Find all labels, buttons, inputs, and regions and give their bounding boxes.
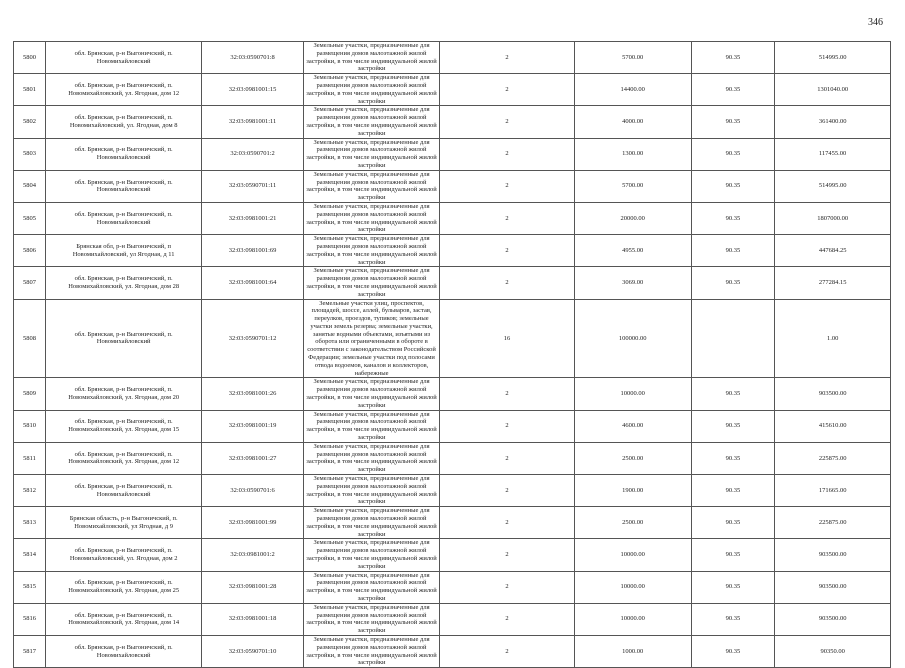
area-cell: 100000.00 — [574, 299, 691, 378]
cadastral-value-cell: 514995.00 — [775, 170, 891, 202]
use-group-cell: 2 — [440, 235, 574, 267]
area-cell: 10000.00 — [574, 603, 691, 635]
row-number-cell: 5814 — [14, 539, 46, 571]
cadastral-number-cell: 32:03:0981001:15 — [202, 74, 303, 106]
area-cell: 1300.00 — [574, 138, 691, 170]
land-use-cell: Земельные участки, предназначенные для размещения домов малоэтажной жилой застройки, в том числе индивидуальной жилой застройки — [303, 410, 440, 442]
table-row — [14, 603, 891, 635]
specific-value-cell: 90.35 — [691, 603, 775, 635]
row-number-cell: 5801 — [14, 74, 46, 106]
row-number-cell: 5802 — [14, 106, 46, 138]
specific-value-cell: 90.35 — [691, 202, 775, 234]
cadastral-number-cell: 32:03:0590701:11 — [202, 170, 303, 202]
address-cell: обл. Брянская, р-н Выгоничский, п. Новомихайловский — [45, 42, 201, 74]
land-use-cell: Земельные участки, предназначенные для размещения домов малоэтажной жилой застройки, в том числе индивидуальной жилой застройки — [303, 571, 440, 603]
land-use-cell: Земельные участки, предназначенные для размещения домов малоэтажной жилой застройки, в том числе индивидуальной жилой застройки — [303, 442, 440, 474]
cadastral-value-cell: 514995.00 — [775, 42, 891, 74]
cadastral-value-cell: 1.00 — [775, 299, 891, 378]
cadastral-number-cell: 32:03:0981001:19 — [202, 410, 303, 442]
cadastral-value-cell: 903500.00 — [775, 571, 891, 603]
cadastral-number-cell: 32:03:0981001:99 — [202, 507, 303, 539]
table-row — [14, 635, 891, 667]
cadastral-number-cell: 32:03:0590701:2 — [202, 138, 303, 170]
row-number-cell: 5810 — [14, 410, 46, 442]
use-group-cell: 2 — [440, 475, 574, 507]
table-row — [14, 235, 891, 267]
row-number-cell: 5813 — [14, 507, 46, 539]
address-cell: обл. Брянская, р-н Выгоничский, п. Новомихайловский, ул. Ягодная, дом 8 — [45, 106, 201, 138]
specific-value-cell — [691, 299, 775, 378]
cadastral-number-cell: 32:03:0590701:10 — [202, 635, 303, 667]
specific-value-cell: 90.35 — [691, 267, 775, 299]
cadastral-value-cell: 117455.00 — [775, 138, 891, 170]
cadastral-value-cell: 277284.15 — [775, 267, 891, 299]
row-number-cell: 5809 — [14, 378, 46, 410]
use-group-cell: 16 — [440, 299, 574, 378]
cadastral-value-cell: 1301040.00 — [775, 74, 891, 106]
row-number-cell: 5804 — [14, 170, 46, 202]
specific-value-cell: 90.35 — [691, 74, 775, 106]
use-group-cell: 2 — [440, 571, 574, 603]
use-group-cell: 2 — [440, 635, 574, 667]
cadastral-value-cell: 225875.00 — [775, 442, 891, 474]
cadastral-number-cell: 32:03:0981001:26 — [202, 378, 303, 410]
table-row — [14, 475, 891, 507]
area-cell: 20000.00 — [574, 202, 691, 234]
land-use-cell: Земельные участки, предназначенные для размещения домов малоэтажной жилой застройки, в том числе индивидуальной жилой застройки — [303, 138, 440, 170]
cadastral-number-cell: 32:03:0981001:11 — [202, 106, 303, 138]
table-row — [14, 267, 891, 299]
address-cell: обл. Брянская, р-н Выгоничский, п. Новомихайловский — [45, 635, 201, 667]
specific-value-cell: 90.35 — [691, 410, 775, 442]
page-number: 346 — [868, 17, 883, 28]
address-cell: обл. Брянская, р-н Выгоничский, п. Новомихайловский — [45, 475, 201, 507]
specific-value-cell: 90.35 — [691, 106, 775, 138]
specific-value-cell: 90.35 — [691, 635, 775, 667]
use-group-cell: 2 — [440, 106, 574, 138]
table-row — [14, 138, 891, 170]
land-use-cell: Земельные участки, предназначенные для размещения домов малоэтажной жилой застройки, в том числе индивидуальной жилой застройки — [303, 202, 440, 234]
land-use-cell: Земельные участки, предназначенные для размещения домов малоэтажной жилой застройки, в том числе индивидуальной жилой застройки — [303, 507, 440, 539]
address-cell: Брянская обл, р-н Выгоничский, п Новомихайловский, ул Ягодная, д 11 — [45, 235, 201, 267]
table-row — [14, 202, 891, 234]
area-cell: 1900.00 — [574, 475, 691, 507]
specific-value-cell: 90.35 — [691, 378, 775, 410]
area-cell: 3069.00 — [574, 267, 691, 299]
cadastral-number-cell: 32:03:0981001:28 — [202, 571, 303, 603]
row-number-cell: 5817 — [14, 635, 46, 667]
use-group-cell: 2 — [440, 603, 574, 635]
use-group-cell: 2 — [440, 410, 574, 442]
cadastral-number-cell: 32:03:0981001:21 — [202, 202, 303, 234]
area-cell: 2500.00 — [574, 507, 691, 539]
address-cell: обл. Брянская, р-н Выгоничский, п. Новомихайловский, ул. Ягодная, дом 15 — [45, 410, 201, 442]
address-cell: обл. Брянская, р-н Выгоничский, п. Новомихайловский — [45, 299, 201, 378]
table-row — [14, 74, 891, 106]
cadastral-value-cell: 1807000.00 — [775, 202, 891, 234]
land-use-cell: Земельные участки, предназначенные для размещения домов малоэтажной жилой застройки, в том числе индивидуальной жилой застройки — [303, 539, 440, 571]
area-cell: 10000.00 — [574, 571, 691, 603]
table-row — [14, 539, 891, 571]
cadastral-value-cell: 903500.00 — [775, 378, 891, 410]
cadastral-value-cell: 225875.00 — [775, 507, 891, 539]
address-cell: обл. Брянская, р-н Выгоничский, п. Новомихайловский — [45, 202, 201, 234]
cadastral-value-cell: 90350.00 — [775, 635, 891, 667]
address-cell: обл. Брянская, р-н Выгоничский, п. Новомихайловский, ул. Ягодная, дом 28 — [45, 267, 201, 299]
use-group-cell: 2 — [440, 507, 574, 539]
row-number-cell: 5800 — [14, 42, 46, 74]
use-group-cell: 2 — [440, 138, 574, 170]
row-number-cell: 5808 — [14, 299, 46, 378]
use-group-cell: 2 — [440, 42, 574, 74]
table-row — [14, 170, 891, 202]
specific-value-cell: 90.35 — [691, 539, 775, 571]
specific-value-cell: 90.35 — [691, 475, 775, 507]
area-cell: 5700.00 — [574, 170, 691, 202]
row-number-cell: 5803 — [14, 138, 46, 170]
area-cell: 14400.00 — [574, 74, 691, 106]
specific-value-cell: 90.35 — [691, 170, 775, 202]
table-row — [14, 106, 891, 138]
table-row — [14, 507, 891, 539]
address-cell: обл. Брянская, р-н Выгоничский, п. Новомихайловский — [45, 138, 201, 170]
cadastral-value-cell: 903500.00 — [775, 539, 891, 571]
table-row — [14, 571, 891, 603]
specific-value-cell: 90.35 — [691, 42, 775, 74]
area-cell: 4600.00 — [574, 410, 691, 442]
use-group-cell: 2 — [440, 170, 574, 202]
land-use-cell: Земельные участки, предназначенные для размещения домов малоэтажной жилой застройки, в том числе индивидуальной жилой застройки — [303, 635, 440, 667]
cadastral-value-cell: 361400.00 — [775, 106, 891, 138]
address-cell: обл. Брянская, р-н Выгоничский, п. Новомихайловский, ул. Ягодная, дом 25 — [45, 571, 201, 603]
table-row — [14, 299, 891, 378]
use-group-cell: 2 — [440, 378, 574, 410]
use-group-cell: 2 — [440, 202, 574, 234]
land-use-cell: Земельные участки, предназначенные для размещения домов малоэтажной жилой застройки, в том числе индивидуальной жилой застройки — [303, 475, 440, 507]
cadastral-number-cell: 32:03:0981001:27 — [202, 442, 303, 474]
area-cell: 4955.00 — [574, 235, 691, 267]
address-cell: обл. Брянская, р-н Выгоничский, п. Новомихайловский, ул. Ягодная, дом 14 — [45, 603, 201, 635]
address-cell: Брянская область, р-н Выгоничский, п. Новомихайловский, ул Ягодная, д 9 — [45, 507, 201, 539]
land-registry-table — [13, 41, 891, 668]
cadastral-number-cell: 32:03:0981001:64 — [202, 267, 303, 299]
land-use-cell: Земельные участки, предназначенные для размещения домов малоэтажной жилой застройки, в том числе индивидуальной жилой застройки — [303, 74, 440, 106]
use-group-cell: 2 — [440, 74, 574, 106]
row-number-cell: 5805 — [14, 202, 46, 234]
cadastral-number-cell: 32:03:0981001:2 — [202, 539, 303, 571]
land-use-cell: Земельные участки улиц, проспектов, площадей, шоссе, аллей, бульваров, застав, переулков, проездов, тупиков; земельные участки земель резерва; земельные участки, занятые водными объектами, изъятыми из оборота или ограниченными в обороте в соответствии с законодательством Российской Федерации; земельные участки под полосами отвода водоемов, каналов и коллекторов, набережные — [303, 299, 440, 378]
land-use-cell: Земельные участки, предназначенные для размещения домов малоэтажной жилой застройки, в том числе индивидуальной жилой застройки — [303, 170, 440, 202]
registry-body — [14, 42, 891, 668]
table-row — [14, 42, 891, 74]
use-group-cell: 2 — [440, 267, 574, 299]
land-use-cell: Земельные участки, предназначенные для размещения домов малоэтажной жилой застройки, в том числе индивидуальной жилой застройки — [303, 267, 440, 299]
address-cell: обл. Брянская, р-н Выгоничский, п. Новомихайловский — [45, 170, 201, 202]
cadastral-number-cell: 32:03:0981001:69 — [202, 235, 303, 267]
land-use-cell: Земельные участки, предназначенные для размещения домов малоэтажной жилой застройки, в том числе индивидуальной жилой застройки — [303, 106, 440, 138]
table-row — [14, 410, 891, 442]
row-number-cell: 5815 — [14, 571, 46, 603]
specific-value-cell: 90.35 — [691, 235, 775, 267]
table-row — [14, 378, 891, 410]
area-cell: 5700.00 — [574, 42, 691, 74]
specific-value-cell: 90.35 — [691, 442, 775, 474]
cadastral-value-cell: 903500.00 — [775, 603, 891, 635]
cadastral-value-cell: 415610.00 — [775, 410, 891, 442]
area-cell: 2500.00 — [574, 442, 691, 474]
row-number-cell: 5807 — [14, 267, 46, 299]
area-cell: 4000.00 — [574, 106, 691, 138]
row-number-cell: 5811 — [14, 442, 46, 474]
cadastral-number-cell: 32:03:0590701:8 — [202, 42, 303, 74]
cadastral-value-cell: 171665.00 — [775, 475, 891, 507]
address-cell: обл. Брянская, р-н Выгоничский, п. Новомихайловский, ул. Ягодная, дом 20 — [45, 378, 201, 410]
cadastral-number-cell: 32:03:0590701:12 — [202, 299, 303, 378]
use-group-cell: 2 — [440, 539, 574, 571]
cadastral-number-cell: 32:03:0590701:6 — [202, 475, 303, 507]
address-cell: обл. Брянская, р-н Выгоничский, п. Новомихайловский, ул. Ягодная, дом 12 — [45, 442, 201, 474]
cadastral-number-cell: 32:03:0981001:18 — [202, 603, 303, 635]
row-number-cell: 5812 — [14, 475, 46, 507]
row-number-cell: 5806 — [14, 235, 46, 267]
area-cell: 10000.00 — [574, 539, 691, 571]
land-use-cell: Земельные участки, предназначенные для размещения домов малоэтажной жилой застройки, в том числе индивидуальной жилой застройки — [303, 603, 440, 635]
use-group-cell: 2 — [440, 442, 574, 474]
address-cell: обл. Брянская, р-н Выгоничский, п. Новомихайловский, ул. Ягодная, дом 2 — [45, 539, 201, 571]
land-use-cell: Земельные участки, предназначенные для размещения домов малоэтажной жилой застройки, в том числе индивидуальной жилой застройки — [303, 235, 440, 267]
land-use-cell: Земельные участки, предназначенные для размещения домов малоэтажной жилой застройки, в том числе индивидуальной жилой застройки — [303, 42, 440, 74]
area-cell: 1000.00 — [574, 635, 691, 667]
row-number-cell: 5816 — [14, 603, 46, 635]
area-cell: 10000.00 — [574, 378, 691, 410]
cadastral-value-cell: 447684.25 — [775, 235, 891, 267]
specific-value-cell: 90.35 — [691, 571, 775, 603]
table-row — [14, 442, 891, 474]
specific-value-cell: 90.35 — [691, 138, 775, 170]
land-use-cell: Земельные участки, предназначенные для размещения домов малоэтажной жилой застройки, в том числе индивидуальной жилой застройки — [303, 378, 440, 410]
specific-value-cell: 90.35 — [691, 507, 775, 539]
address-cell: обл. Брянская, р-н Выгоничский, п. Новомихайловский, ул. Ягодная, дом 12 — [45, 74, 201, 106]
